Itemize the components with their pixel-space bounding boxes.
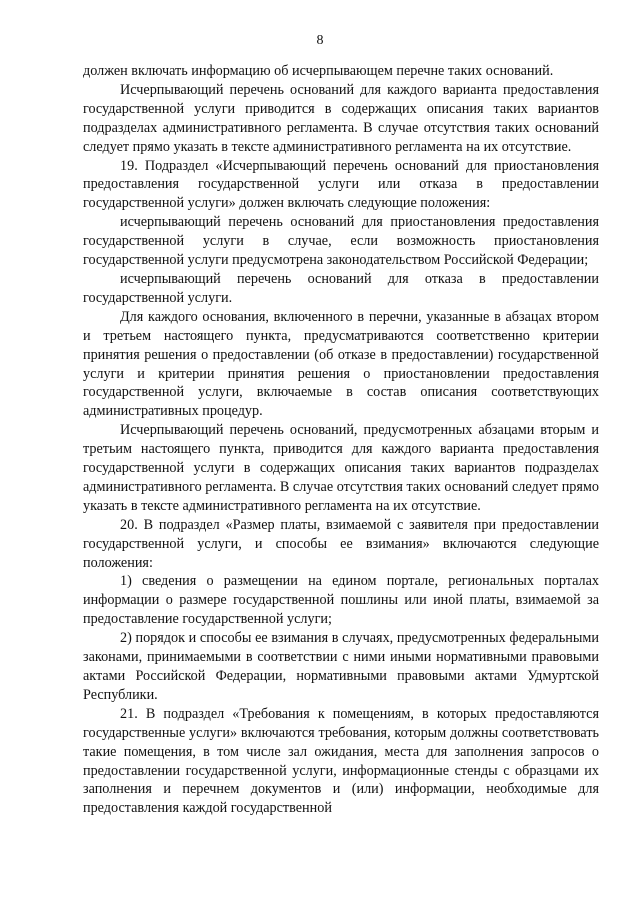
paragraph: исчерпывающий перечень оснований для приостановления предоставления государственной услуги в случае, если возможность приостановления государственной услуги предусмотрена законодательством Российской Федерации; bbox=[83, 214, 599, 269]
paragraph-item-20: 20. В подраздел «Размер платы, взимаемой с заявителя при предоставлении государственной услуги, и способы ее взимания» включаются следующие положения: bbox=[83, 516, 599, 571]
paragraph: Исчерпывающий перечень оснований для каждого варианта предоставления государственной услуги приводится в содержащих описания таких вариантов подразделах административного регламента. В случае отсутствия таких оснований следует прямо указать в тексте административного регламента на их отсутствие. bbox=[83, 81, 599, 155]
paragraph-item-21: 21. В подраздел «Требования к помещениям, в которых предоставляются государственные услуги» включаются требования, которым должны соответствовать такие помещения, в том числе зал ожидания, места для заполнения запросов о предоставлении государственной услуги, информационные стенды с образцами их заполнения и перечнем документов и (или) информации, необходимые для предоставления каждой государственной bbox=[83, 705, 599, 817]
paragraph: Для каждого основания, включенного в перечни, указанные в абзацах втором и третьем настоящего пункта, предусматриваются соответственно критерии принятия решения о предоставлении (об отказе в предоставлении) государственной услуги и критерии принятия решения о приостановлении предоставления государственной услуги, включаемые в состав описания соответствующих административных процедур. bbox=[83, 308, 599, 420]
paragraph-subitem-1: 1) сведения о размещении на едином портале, региональных порталах информации о размере государственной пошлины или иной платы, взимаемой за предоставление государственной услуги; bbox=[83, 573, 599, 628]
paragraph-subitem-2: 2) порядок и способы ее взимания в случаях, предусмотренных федеральными законами, принимаемыми в соответствии с ними иными нормативными правовыми актами Российской Федерации, нормативными правовыми актами Удмуртской Республики. bbox=[83, 630, 599, 703]
document-body bbox=[83, 62, 599, 818]
paragraph: Исчерпывающий перечень оснований, предусмотренных абзацами вторым и третьим настоящего пункта, приводится для каждого варианта предоставления государственной услуги в содержащих описания таких вариантов подразделах административного регламента. В случае отсутствия таких оснований следует прямо указать в тексте административного регламента на их отсутствие. bbox=[83, 422, 599, 514]
paragraph-continuation: должен включать информацию об исчерпывающем перечне таких оснований. bbox=[83, 63, 554, 79]
paragraph-item-19: 19. Подраздел «Исчерпывающий перечень оснований для приостановления предоставления государственной услуги или отказа в предоставлении государственной услуги» должен включать следующие положения: bbox=[83, 157, 599, 212]
paragraph: исчерпывающий перечень оснований для отказа в предоставлении государственной услуги. bbox=[83, 270, 599, 306]
page-number: 8 bbox=[316, 33, 324, 48]
